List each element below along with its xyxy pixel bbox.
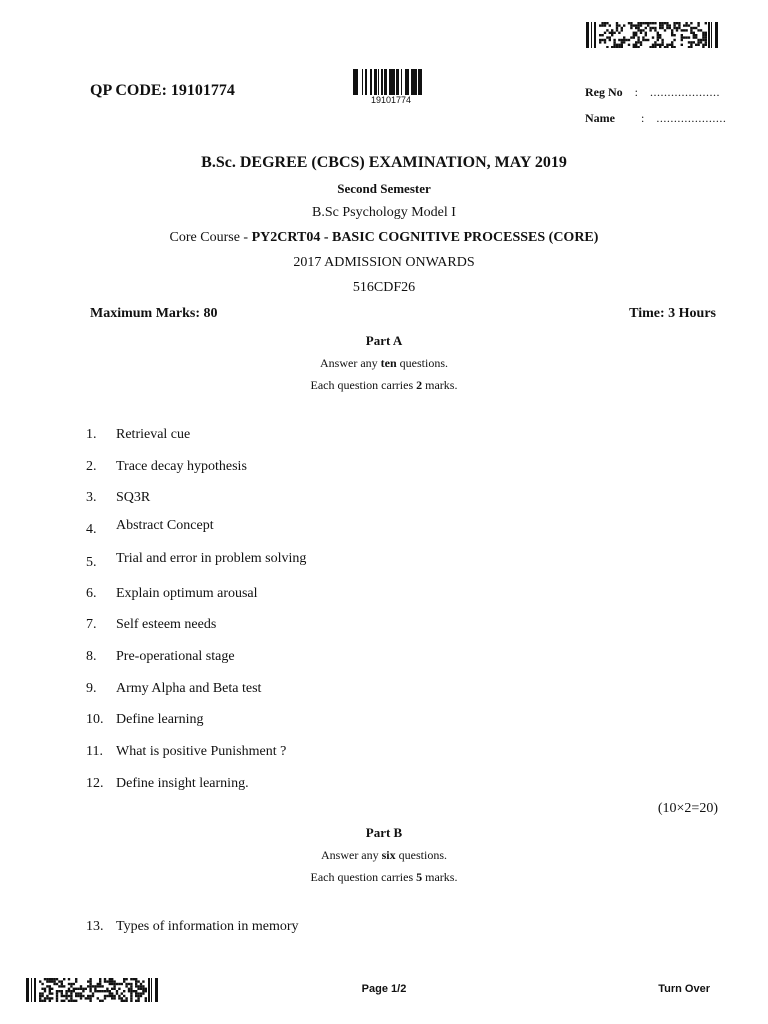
barcode-graphic — [586, 22, 718, 48]
reg-no-field — [585, 83, 720, 101]
instr-text: Each question carries — [310, 870, 417, 884]
question-number: 11. — [86, 744, 103, 759]
question-item — [86, 490, 150, 506]
part-a-heading: Part A — [365, 333, 403, 348]
question-number: 2. — [86, 459, 97, 474]
question-item — [86, 617, 216, 633]
max-marks: Maximum Marks: 80 — [90, 306, 218, 321]
paper-code: 516CDF26 — [352, 280, 416, 295]
question-text: Abstract Concept — [116, 518, 214, 533]
qp-barcode — [353, 69, 429, 105]
reg-no-colon: : — [634, 85, 639, 99]
question-item — [86, 427, 190, 443]
question-number: 6. — [86, 586, 97, 601]
part-b-instruction-1 — [0, 848, 768, 863]
question-text: What is positive Punishment ? — [116, 744, 287, 759]
name-dots: .................... — [656, 111, 727, 125]
exam-title: B.Sc. DEGREE (CBCS) EXAMINATION, MAY 2019 — [201, 154, 567, 171]
question-text: Retrieval cue — [116, 427, 191, 442]
question-number: 12. — [86, 776, 104, 791]
question-item — [86, 459, 247, 475]
question-number: 13. — [86, 919, 104, 934]
reg-no-dots: .................... — [650, 85, 721, 99]
question-item — [86, 744, 286, 760]
question-text: Define insight learning. — [116, 776, 249, 791]
programme: B.Sc Psychology Model I — [312, 205, 456, 220]
name-label: Name — [585, 111, 615, 125]
question-item — [86, 518, 214, 537]
name-field — [585, 109, 726, 127]
question-number: 10. — [86, 712, 104, 727]
top-right-barcode — [586, 22, 718, 48]
instr-text: Answer any — [320, 848, 382, 862]
question-item — [86, 919, 299, 935]
question-text: Trial and error in problem solving — [116, 551, 307, 566]
part-a-instruction-2 — [0, 378, 768, 393]
question-number: 4. — [86, 522, 97, 537]
reg-no-label: Reg No — [585, 85, 623, 99]
time: Time: 3 Hours — [629, 306, 716, 321]
question-item — [86, 712, 203, 728]
question-text: Types of information in memory — [116, 919, 299, 934]
question-item — [86, 776, 249, 792]
instr-marks: 5 — [416, 870, 423, 884]
instr-marks: 2 — [416, 378, 423, 392]
page-number: Page 1/2 — [361, 983, 407, 995]
question-text: Define learning — [116, 712, 204, 727]
question-text: SQ3R — [116, 490, 151, 505]
semester: Second Semester — [337, 181, 431, 196]
question-item — [86, 586, 258, 602]
question-item — [86, 681, 261, 697]
question-number: 1. — [86, 427, 97, 442]
course-line — [0, 230, 768, 246]
instr-text: Answer any — [320, 356, 381, 370]
question-number: 7. — [86, 617, 97, 632]
part-b-heading: Part B — [365, 825, 403, 840]
instr-count: six — [381, 848, 396, 862]
instr-text: Each question carries — [310, 378, 417, 392]
question-text: Pre-operational stage — [116, 649, 235, 664]
course-name: PY2CRT04 - BASIC COGNITIVE PROCESSES (CORE) — [251, 230, 599, 245]
question-number: 3. — [86, 490, 97, 505]
question-text: Army Alpha and Beta test — [116, 681, 262, 696]
part-a-instruction-1 — [0, 356, 768, 371]
admission: 2017 ADMISSION ONWARDS — [293, 255, 475, 270]
barcode-graphic — [353, 69, 429, 95]
barcode-number: 19101774 — [370, 95, 412, 105]
question-text: Self esteem needs — [116, 617, 217, 632]
instr-count: ten — [380, 356, 397, 370]
part-a-marks-total: (10×2=20) — [657, 801, 718, 816]
course-prefix: Core Course - — [169, 230, 252, 245]
qp-code: QP CODE: 19101774 — [90, 82, 235, 99]
question-text: Explain optimum arousal — [116, 586, 258, 601]
instr-text: marks. — [422, 870, 458, 884]
name-colon: : — [641, 111, 645, 125]
question-number: 9. — [86, 681, 97, 696]
question-number: 5. — [86, 555, 97, 570]
question-item — [86, 649, 235, 665]
instr-text: marks. — [422, 378, 458, 392]
question-number: 8. — [86, 649, 97, 664]
turn-over: Turn Over — [658, 983, 710, 995]
question-item — [86, 551, 307, 570]
question-text: Trace decay hypothesis — [116, 459, 247, 474]
instr-text: questions. — [395, 848, 447, 862]
instr-text: questions. — [396, 356, 448, 370]
part-b-instruction-2 — [0, 870, 768, 885]
